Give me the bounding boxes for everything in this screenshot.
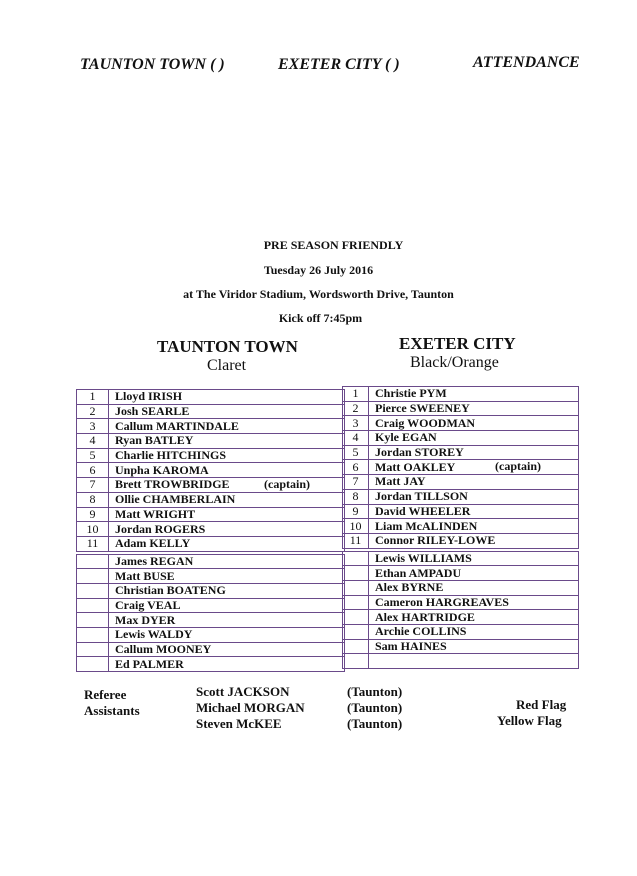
- shirt-number: 2: [77, 404, 109, 419]
- shirt-number: 4: [77, 434, 109, 449]
- starter-row: [77, 463, 345, 478]
- starter-row: [343, 401, 579, 416]
- attendance-header: ATTENDANCE: [473, 54, 580, 71]
- assistant-1-club: (Taunton): [347, 700, 403, 715]
- player-name: Liam McALINDEN: [375, 518, 478, 533]
- shirt-number: 11: [77, 536, 109, 551]
- substitute-name: Matt BUSE: [109, 569, 345, 584]
- substitute-name: Cameron HARGREAVES: [369, 595, 579, 610]
- substitute-row: [77, 657, 345, 672]
- shirt-number: 9: [77, 507, 109, 522]
- referee-label: Referee: [84, 687, 127, 702]
- substitute-name: Ed PALMER: [109, 657, 345, 672]
- starter-row: [77, 536, 345, 551]
- assistant-2-name: Steven McKEE: [196, 716, 282, 731]
- starter-row: [343, 533, 579, 548]
- substitute-row: [77, 569, 345, 584]
- player-name: Matt WRIGHT: [115, 507, 196, 521]
- substitute-row: [343, 610, 579, 625]
- substitute-row: [343, 595, 579, 610]
- shirt-number: 10: [343, 519, 369, 534]
- substitute-row: [77, 642, 345, 657]
- substitute-row: [77, 583, 345, 598]
- starter-row: [77, 522, 345, 537]
- starter-row: [343, 460, 579, 475]
- player-name: Kyle EGAN: [375, 430, 437, 445]
- substitute-name: Christian BOATENG: [109, 583, 345, 598]
- substitute-name: Alex BYRNE: [369, 580, 579, 595]
- shirt-number: 3: [77, 419, 109, 434]
- starter-row: [77, 448, 345, 463]
- substitute-name: [369, 654, 579, 669]
- starter-row: [343, 387, 579, 402]
- substitute-name: Callum MOONEY: [109, 642, 345, 657]
- starter-row: [77, 390, 345, 405]
- starter-row: [343, 416, 579, 431]
- referee-name: Scott JACKSON: [196, 684, 290, 699]
- away-lineup-table: [342, 386, 579, 669]
- assistants-label: Assistants: [84, 703, 140, 718]
- away-team-header: EXETER CITY ( ): [278, 56, 400, 73]
- starter-row: [77, 404, 345, 419]
- player-name: Adam KELLY: [115, 536, 191, 551]
- match-date: Tuesday 26 July 2016: [263, 263, 374, 277]
- shirt-number: 10: [77, 522, 109, 537]
- shirt-number: 4: [343, 431, 369, 446]
- shirt-number: 3: [343, 416, 369, 431]
- shirt-number: 8: [77, 492, 109, 507]
- starter-row: [343, 489, 579, 504]
- starter-row: [343, 431, 579, 446]
- substitute-row: [343, 566, 579, 581]
- shirt-number: 5: [343, 445, 369, 460]
- player-name: Christie PYM: [375, 386, 447, 401]
- referee-club: (Taunton): [347, 684, 403, 699]
- starter-row: [343, 475, 579, 490]
- player-name: Craig WOODMAN: [375, 415, 476, 430]
- shirt-number: 6: [77, 463, 109, 478]
- player-name: Jordan STOREY: [375, 445, 464, 460]
- shirt-number: 1: [343, 387, 369, 402]
- captain-marker: (captain): [264, 477, 310, 492]
- player-name: Charlie HITCHINGS: [115, 448, 227, 463]
- player-name: Connor RILEY-LOWE: [375, 533, 496, 548]
- substitute-row: [343, 551, 579, 566]
- substitute-row: [343, 580, 579, 595]
- substitute-name: Craig VEAL: [109, 598, 345, 613]
- substitute-name: Sam HAINES: [369, 639, 579, 654]
- substitute-name: Ethan AMPADU: [369, 566, 579, 581]
- substitute-name: Lewis WALDY: [109, 628, 345, 643]
- home-team-header: TAUNTON TOWN ( ): [80, 56, 225, 73]
- substitute-row: [77, 554, 345, 569]
- player-name: Matt JAY: [375, 474, 426, 489]
- substitute-name: Max DYER: [109, 613, 345, 628]
- substitute-name: Lewis WILLIAMS: [369, 551, 579, 566]
- shirt-number: 7: [77, 478, 109, 493]
- player-name: Jordan TILLSON: [375, 489, 468, 504]
- away-team-name: EXETER CITY: [399, 334, 516, 353]
- kick-off-time: Kick off 7:45pm: [278, 311, 363, 325]
- away-team-colours: Black/Orange: [410, 354, 499, 371]
- player-name: Ryan BATLEY: [115, 433, 194, 448]
- captain-marker: (captain): [495, 459, 541, 474]
- yellow-flag-label: Yellow Flag: [497, 713, 562, 728]
- starter-row: [343, 519, 579, 534]
- shirt-number: 6: [343, 460, 369, 475]
- shirt-number: 7: [343, 475, 369, 490]
- red-flag-label: Red Flag: [516, 697, 567, 712]
- player-name: Matt OAKLEY: [375, 459, 456, 474]
- assistant-2-club: (Taunton): [347, 716, 403, 731]
- substitute-name: Archie COLLINS: [369, 625, 579, 640]
- substitute-row: [343, 625, 579, 640]
- shirt-number: 11: [343, 533, 369, 548]
- substitute-name: James REGAN: [109, 554, 345, 569]
- shirt-number: 5: [77, 448, 109, 463]
- player-name: Unpha KAROMA: [115, 462, 209, 477]
- assistant-1-name: Michael MORGAN: [196, 700, 305, 715]
- player-name: Pierce SWEENEY: [375, 401, 470, 416]
- shirt-number: 2: [343, 401, 369, 416]
- starter-row: [77, 492, 345, 507]
- starter-row: [77, 419, 345, 434]
- substitute-row: [343, 654, 579, 669]
- shirt-number: 1: [77, 390, 109, 405]
- starter-row: [77, 507, 345, 522]
- starter-row: [343, 445, 579, 460]
- substitute-row: [77, 598, 345, 613]
- starter-row: [343, 504, 579, 519]
- substitute-row: [343, 639, 579, 654]
- home-team-colours: Claret: [207, 357, 247, 374]
- match-venue: at The Viridor Stadium, Wordsworth Drive, Taunton: [183, 287, 454, 301]
- substitute-name: Alex HARTRIDGE: [369, 610, 579, 625]
- player-name: Lloyd IRISH: [115, 389, 183, 404]
- player-name: Josh SEARLE: [115, 404, 190, 419]
- home-lineup-table: [76, 389, 345, 672]
- shirt-number: 9: [343, 504, 369, 519]
- player-name: Callum MARTINDALE: [115, 418, 239, 433]
- match-title: PRE SEASON FRIENDLY: [263, 238, 404, 252]
- starter-row: [77, 434, 345, 449]
- shirt-number: 8: [343, 489, 369, 504]
- player-name: Ollie CHAMBERLAIN: [115, 492, 236, 507]
- starter-row: [77, 478, 345, 493]
- player-name: Jordan ROGERS: [115, 521, 206, 536]
- substitute-row: [77, 613, 345, 628]
- substitute-row: [77, 628, 345, 643]
- home-team-name: TAUNTON TOWN: [157, 337, 298, 356]
- player-name: David WHEELER: [375, 504, 471, 518]
- player-name: Brett TROWBRIDGE: [115, 477, 230, 492]
